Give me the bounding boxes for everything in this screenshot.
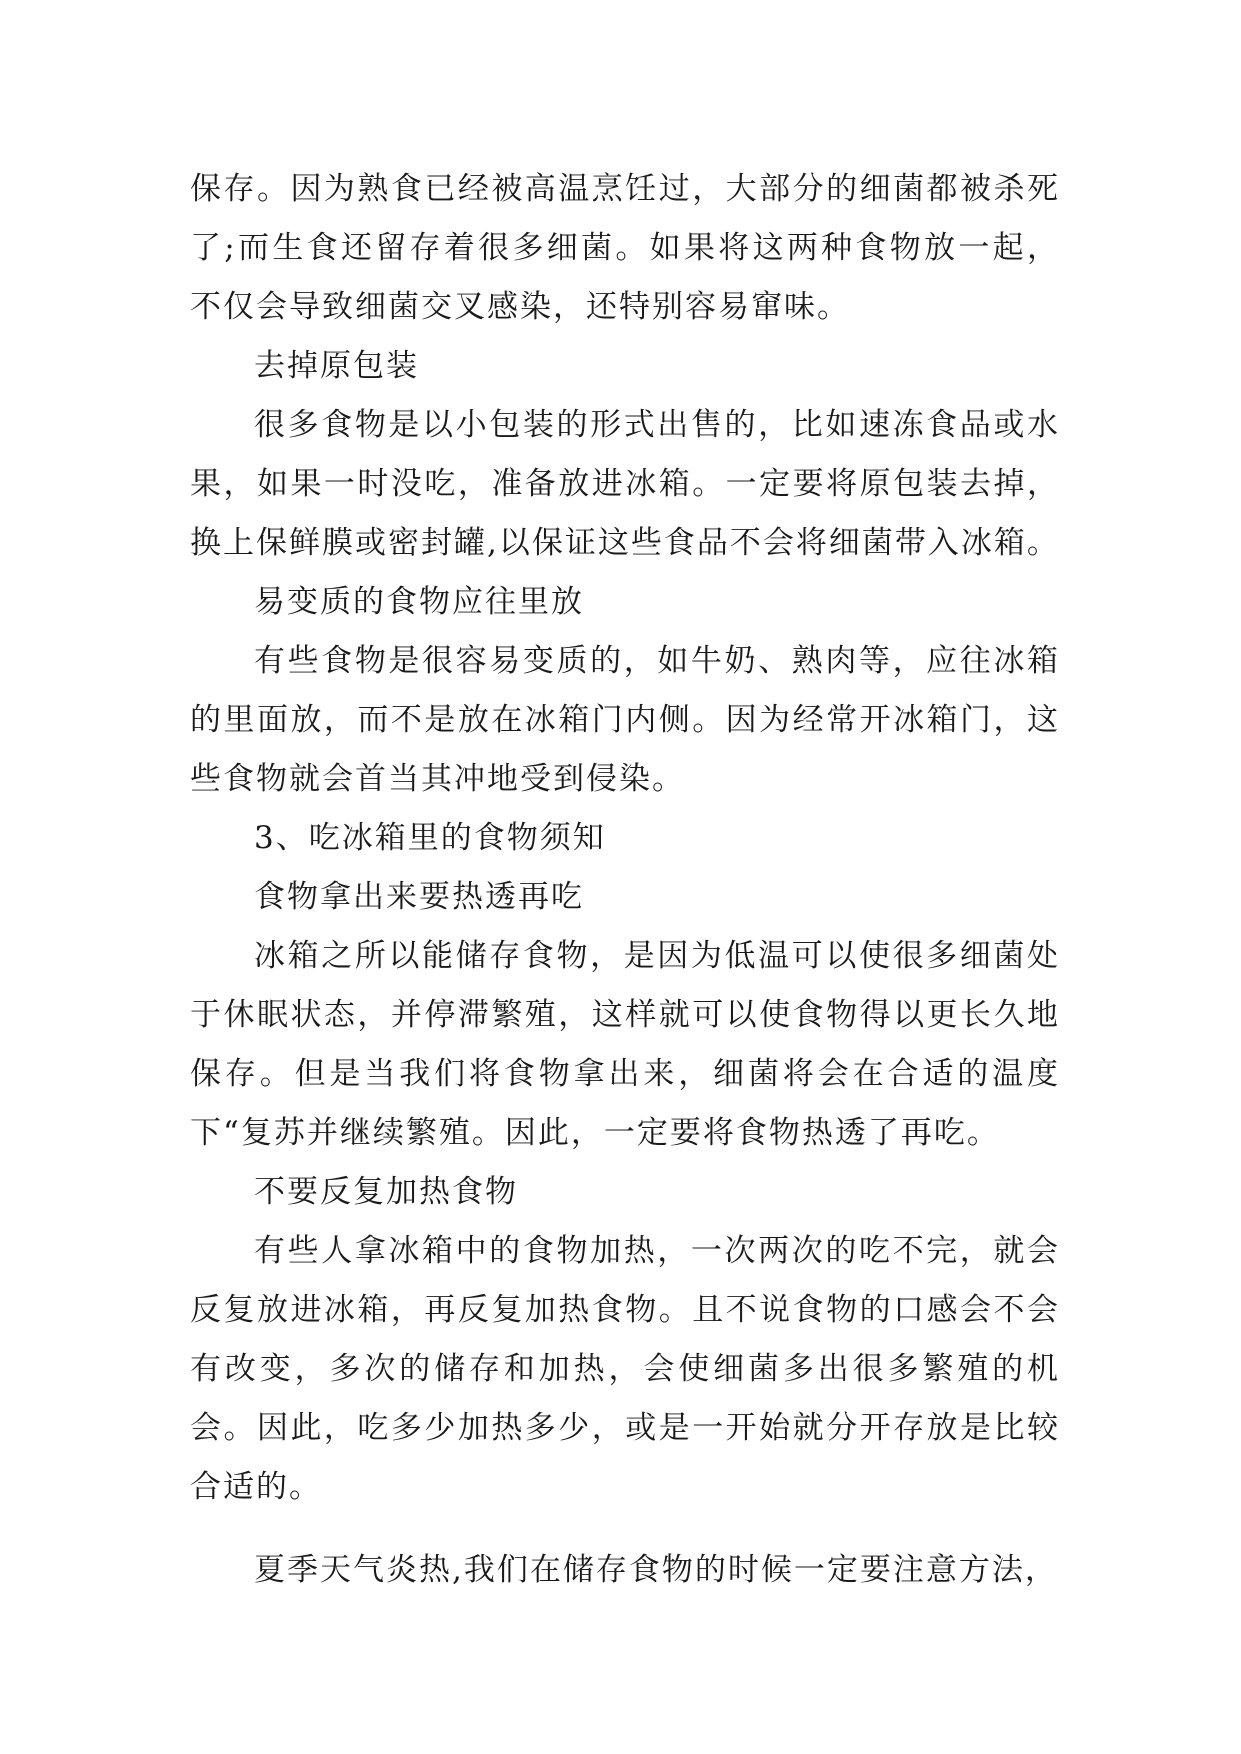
paragraph-5: 有些人拿冰箱中的食物加热，一次两次的吃不完，就会反复放进冰箱，再反复加热食物。且不说食物的口感会不会有改变，多次的储存和加热，会使细菌多出很多繁殖的机会。因此，吃多少加热多少，或是一开始就分开存放是比较合适的。 [190, 1233, 1060, 1505]
heading-perishables-inside: 易变质的食物应往里放 [254, 584, 584, 620]
paragraph-2: 很多食物是以小包装的形式出售的，比如速冻食品或水果，如果一时没吃，准备放进冰箱。一定要将原包装去掉，换上保鲜膜或密封罐,以保证这些食品不会将细菌带入冰箱。 [190, 407, 1060, 561]
heading-remove-packaging: 去掉原包装 [254, 348, 419, 384]
paragraph-3: 有些食物是很容易变质的，如牛奶、熟肉等，应往冰箱的里面放，而不是放在冰箱门内侧。因为经常开冰箱门，这些食物就会首当其冲地受到侵染。 [190, 643, 1060, 797]
paragraph-1: 保存。因为熟食已经被高温烹饪过，大部分的细菌都被杀死了;而生食还留存着很多细菌。如果将这两种食物放一起，不仅会导致细菌交叉感染，还特别容易窜味。 [190, 171, 1060, 325]
paragraph-4: 冰箱之所以能储存食物，是因为低温可以使很多细菌处于休眠状态，并停滞繁殖，这样就可以使食物得以更长久地保存。但是当我们将食物拿出来，细菌将会在合适的温度下“复苏并继续繁殖。因此，一定要将食物热透了再吃。 [190, 938, 1060, 1151]
section-heading-3: 3、吃冰箱里的食物须知 [254, 820, 606, 856]
document-body [190, 160, 1060, 1600]
paragraph-6: 夏季天气炎热,我们在储存食物的时候一定要注意方法， [254, 1552, 1058, 1588]
heading-no-reheating: 不要反复加热食物 [254, 1174, 518, 1210]
heading-heat-thoroughly: 食物拿出来要热透再吃 [254, 879, 584, 915]
